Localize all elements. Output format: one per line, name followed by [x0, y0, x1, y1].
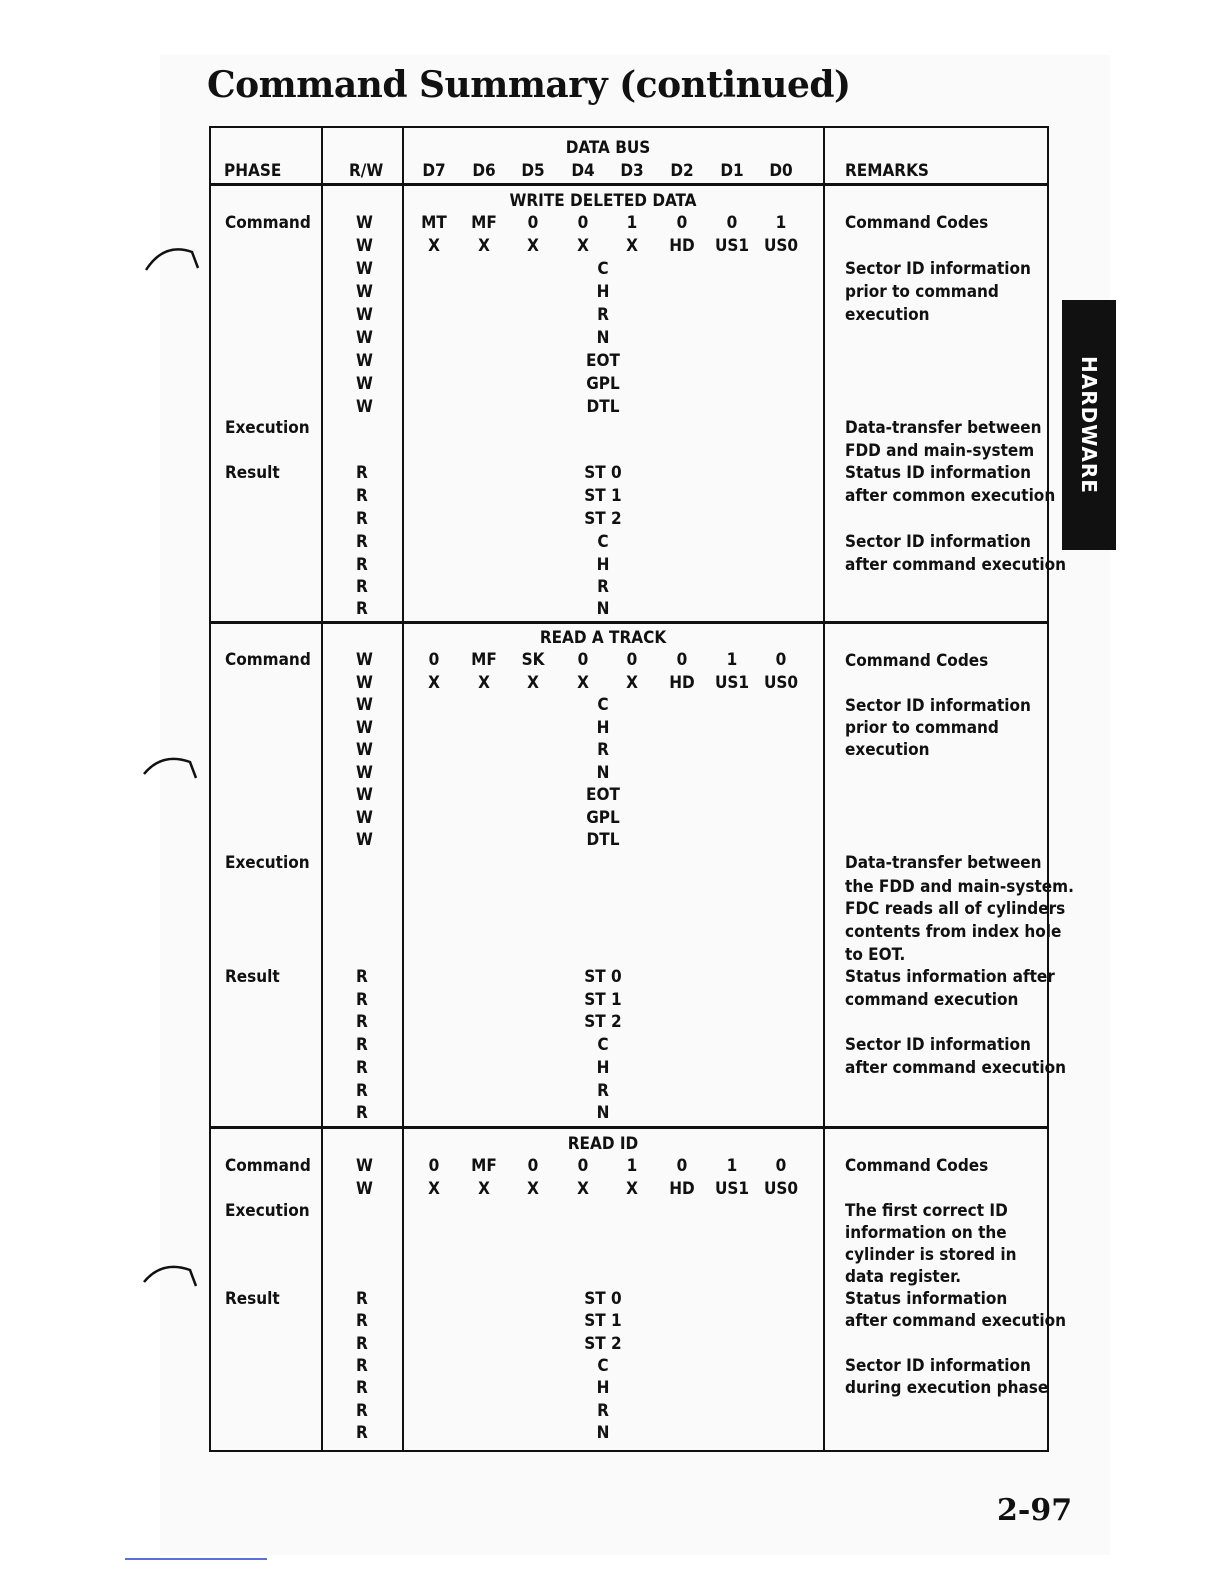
data-bus-value: H [596, 1058, 610, 1078]
bit-value: X [428, 236, 440, 256]
data-bus-value: ST 1 [584, 486, 622, 506]
rw-value: W [356, 328, 373, 348]
binder-hole-mark [140, 748, 200, 788]
column-divider [321, 128, 323, 1450]
remark-line: information on the [845, 1223, 1007, 1243]
remark-line: Sector ID information [845, 259, 1031, 279]
data-bus-value: ST 0 [584, 1289, 622, 1309]
bit-value: 0 [577, 1156, 589, 1176]
data-bus-value: GPL [586, 808, 620, 828]
remark-line: The first correct ID [845, 1201, 1008, 1221]
rw-value: R [356, 967, 368, 987]
remark-line: Command Codes [845, 1156, 989, 1176]
header-divider [211, 183, 1047, 186]
phase-label: Execution [225, 853, 310, 873]
bit-value: X [626, 673, 638, 693]
remark-line: during execution phase [845, 1378, 1049, 1398]
rw-value: R [356, 509, 368, 529]
bit-value: X [527, 236, 539, 256]
side-tab-label: HARDWARE [1077, 356, 1101, 494]
binder-hole-mark [140, 1256, 200, 1296]
bit-value: MT [421, 213, 447, 233]
remark-line: execution [845, 740, 930, 760]
remark-line: after command execution [845, 1311, 1066, 1331]
rw-value: R [356, 1058, 368, 1078]
remark-line: command execution [845, 990, 1019, 1010]
rw-value: W [356, 305, 373, 325]
bit-value: 0 [676, 213, 688, 233]
header-bit-d7: D7 [422, 161, 446, 181]
bit-value: 0 [775, 1156, 787, 1176]
bit-value: US0 [763, 1179, 799, 1199]
bit-value: 1 [775, 213, 787, 233]
bit-value: 0 [577, 213, 589, 233]
bit-value: 0 [527, 1156, 539, 1176]
bit-value: 0 [676, 1156, 688, 1176]
data-bus-value: C [597, 259, 609, 279]
remark-line: after command execution [845, 1058, 1066, 1078]
remark-line: execution [845, 305, 930, 325]
page-number: 2-97 [997, 1493, 1073, 1528]
bit-value: HD [669, 673, 695, 693]
phase-label: Result [225, 1289, 280, 1309]
phase-label: Execution [225, 1201, 310, 1221]
remark-line: FDD and main-system [845, 441, 1035, 461]
bit-value: MF [471, 650, 497, 670]
rw-value: W [356, 830, 373, 850]
bit-value: X [428, 673, 440, 693]
data-bus-value: ST 2 [584, 1012, 622, 1032]
rw-value: R [356, 1035, 368, 1055]
remark-line: cylinder is stored in [845, 1245, 1017, 1265]
bit-value: 0 [626, 650, 638, 670]
bit-value: 1 [726, 650, 738, 670]
data-bus-value: ST 0 [584, 967, 622, 987]
rw-value: R [356, 555, 368, 575]
bit-value: MF [471, 1156, 497, 1176]
bit-value: X [577, 673, 589, 693]
data-bus-value: DTL [586, 830, 620, 850]
bit-value: 1 [626, 1156, 638, 1176]
rw-value: W [356, 695, 373, 715]
bit-value: X [478, 1179, 490, 1199]
rw-value: R [356, 1401, 368, 1421]
bit-value: 0 [428, 650, 440, 670]
data-bus-value: R [597, 740, 609, 760]
rw-value: W [356, 718, 373, 738]
bottom-rule [125, 1558, 267, 1560]
data-bus-value: H [596, 555, 610, 575]
remark-line: Sector ID information [845, 1356, 1031, 1376]
data-bus-value: GPL [586, 374, 620, 394]
remark-line: FDC reads all of cylinders [845, 899, 1066, 919]
section-divider [211, 1126, 1047, 1129]
section-title: READ A TRACK [539, 628, 667, 648]
binder-hole-mark [140, 238, 200, 278]
rw-value: R [356, 577, 368, 597]
bit-value: X [428, 1179, 440, 1199]
phase-label: Execution [225, 418, 310, 438]
bit-value: X [527, 673, 539, 693]
bit-value: X [478, 236, 490, 256]
data-bus-value: N [596, 763, 610, 783]
remark-line: prior to command [845, 718, 999, 738]
rw-value: W [356, 236, 373, 256]
remark-line: contents from index hole [845, 922, 1062, 942]
data-bus-value: ST 0 [584, 463, 622, 483]
data-bus-value: ST 2 [584, 1334, 622, 1354]
data-bus-value: N [596, 1423, 610, 1443]
rw-value: R [356, 1081, 368, 1101]
rw-value: W [356, 351, 373, 371]
bit-value: US1 [714, 236, 750, 256]
section-title: READ ID [567, 1134, 639, 1154]
header-bit-d3: D3 [620, 161, 644, 181]
rw-value: W [356, 259, 373, 279]
bit-value: 0 [676, 650, 688, 670]
header-phase: PHASE [224, 161, 282, 181]
header-bit-d0: D0 [769, 161, 793, 181]
bit-value: US0 [763, 236, 799, 256]
remark-line: Sector ID information [845, 1035, 1031, 1055]
bit-value: X [577, 236, 589, 256]
rw-value: R [356, 486, 368, 506]
rw-value: R [356, 1334, 368, 1354]
remark-line: to EOT. [845, 945, 906, 965]
remark-line: Status information [845, 1289, 1008, 1309]
side-tab [1062, 300, 1116, 550]
bit-value: X [527, 1179, 539, 1199]
data-bus-value: DTL [586, 397, 620, 417]
rw-value: W [356, 763, 373, 783]
rw-value: W [356, 650, 373, 670]
header-bit-d2: D2 [670, 161, 694, 181]
bit-value: 1 [626, 213, 638, 233]
data-bus-value: ST 2 [584, 509, 622, 529]
data-bus-value: R [597, 305, 609, 325]
data-bus-value: ST 1 [584, 990, 622, 1010]
bit-value: 0 [428, 1156, 440, 1176]
remark-line: data register. [845, 1267, 962, 1287]
header-bit-d4: D4 [571, 161, 595, 181]
rw-value: W [356, 808, 373, 828]
remark-line: after common execution [845, 486, 1056, 506]
header-bit-d1: D1 [720, 161, 744, 181]
phase-label: Result [225, 463, 280, 483]
rw-value: R [356, 990, 368, 1010]
bit-value: MF [471, 213, 497, 233]
remark-line: the FDD and main-system. [845, 877, 1074, 897]
data-bus-value: N [596, 599, 610, 619]
bit-value: 0 [726, 213, 738, 233]
data-bus-value: ST 1 [584, 1311, 622, 1331]
column-divider [402, 128, 404, 1450]
bit-value: US0 [763, 673, 799, 693]
bit-value: X [626, 236, 638, 256]
bit-value: X [577, 1179, 589, 1199]
bit-value: SK [521, 650, 545, 670]
rw-value: W [356, 1179, 373, 1199]
data-bus-value: C [597, 532, 609, 552]
bit-value: 0 [527, 213, 539, 233]
rw-value: W [356, 213, 373, 233]
remark-line: after command execution [845, 555, 1066, 575]
data-bus-value: N [596, 1103, 610, 1123]
rw-value: W [356, 740, 373, 760]
command-summary-table [209, 126, 1074, 1452]
data-bus-value: C [597, 1035, 609, 1055]
rw-value: R [356, 463, 368, 483]
bit-value: HD [669, 1179, 695, 1199]
phase-label: Command [225, 650, 311, 670]
phase-label: Command [225, 1156, 311, 1176]
rw-value: W [356, 282, 373, 302]
column-divider [823, 128, 825, 1450]
data-bus-value: N [596, 328, 610, 348]
rw-value: R [356, 1289, 368, 1309]
rw-value: R [356, 1103, 368, 1123]
phase-label: Command [225, 213, 311, 233]
rw-value: R [356, 1311, 368, 1331]
bit-value: X [626, 1179, 638, 1199]
bit-value: US1 [714, 1179, 750, 1199]
rw-value: R [356, 1356, 368, 1376]
page-title: Command Summary (continued) [207, 64, 851, 106]
remark-line: Data-transfer between [845, 853, 1042, 873]
data-bus-value: C [597, 1356, 609, 1376]
remark-line: Data-transfer between [845, 418, 1042, 438]
header-remarks: REMARKS [845, 161, 929, 181]
bit-value: HD [669, 236, 695, 256]
data-bus-value: C [597, 695, 609, 715]
bit-value: X [478, 673, 490, 693]
remark-line: Command Codes [845, 213, 989, 233]
data-bus-value: H [596, 1378, 610, 1398]
rw-value: R [356, 1378, 368, 1398]
section-title: WRITE DELETED DATA [509, 191, 697, 211]
remark-line: prior to command [845, 282, 999, 302]
data-bus-value: H [596, 282, 610, 302]
bit-value: 0 [775, 650, 787, 670]
rw-value: W [356, 1156, 373, 1176]
bit-value: 1 [726, 1156, 738, 1176]
rw-value: W [356, 673, 373, 693]
bit-value: 0 [577, 650, 589, 670]
header-data-bus: DATA BUS [565, 138, 651, 158]
remark-line: Status ID information [845, 463, 1032, 483]
header-bit-d5: D5 [521, 161, 545, 181]
rw-value: R [356, 1423, 368, 1443]
data-bus-value: R [597, 1401, 609, 1421]
header-rw: R/W [349, 161, 384, 181]
rw-value: W [356, 397, 373, 417]
rw-value: W [356, 785, 373, 805]
data-bus-value: EOT [586, 785, 620, 805]
bit-value: US1 [714, 673, 750, 693]
remark-line: Sector ID information [845, 696, 1031, 716]
rw-value: R [356, 532, 368, 552]
data-bus-value: EOT [586, 351, 620, 371]
data-bus-value: H [596, 718, 610, 738]
data-bus-value: R [597, 1081, 609, 1101]
remark-line: Command Codes [845, 651, 989, 671]
rw-value: R [356, 1012, 368, 1032]
section-divider [211, 621, 1047, 624]
data-bus-value: R [597, 577, 609, 597]
rw-value: W [356, 374, 373, 394]
phase-label: Result [225, 967, 280, 987]
remark-line: Status information after [845, 967, 1055, 987]
header-bit-d6: D6 [472, 161, 496, 181]
rw-value: R [356, 599, 368, 619]
remark-line: Sector ID information [845, 532, 1031, 552]
